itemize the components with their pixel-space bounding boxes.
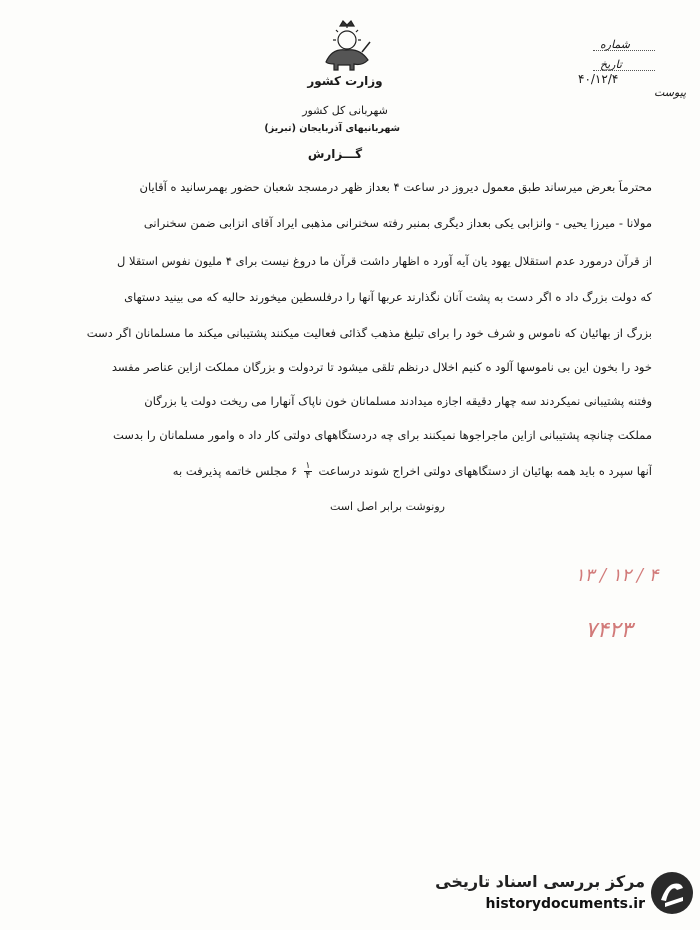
- date-dotted-line: [593, 70, 655, 71]
- attachment-label: پیوست: [654, 86, 687, 99]
- number-label: شماره: [600, 38, 631, 51]
- body-line-4: که دولت بزرگ داد ه اگر دست به پشت آنان نگذارند عربها آنها را درفلسطین میخورند حالیه که می بینید دستهای: [124, 290, 652, 304]
- body-line-6: خود را بخون این بی ناموسها آلود ه کنیم اخلال درنظم تلقی میشود تا تردولت و بزرگان مملکت ازاین عناصر مفسد: [111, 360, 652, 374]
- body-line-3: از قرآن درمورد عدم استقلال یهود یان آیه آورد ه اظهار داشت قرآن ما دروغ نیست برای ۴ ملیون نفوس استقلا ل: [116, 254, 652, 268]
- report-title: گـــزارش: [307, 147, 363, 161]
- governorate-heading: شهربانی کل کشور: [302, 104, 388, 117]
- archive-logo-icon: [649, 870, 695, 916]
- body-line-2: مولانا - میرزا یحیی - وانزابی یکی بعداز دیگری بمنبر رفته سخنرانی مذهبی ایراد آقای انزابی ضمن سخنرانی: [143, 216, 652, 230]
- number-dotted-line: [593, 50, 655, 51]
- watermark-url: historydocuments.ir: [485, 896, 645, 912]
- date-label: تاریخ: [600, 58, 622, 71]
- body-line-9-start: آنها سپرد ه باید همه بهائیان از دستگاههای دولتی اخراج شوند درساعت: [318, 464, 652, 478]
- watermark-title: مرکز بررسی اسناد تاریخی: [435, 872, 645, 891]
- body-line-9-end: ۶ مجلس خاتمه پذیرفت به: [172, 464, 298, 478]
- lion-and-sun-emblem-icon: [316, 18, 378, 74]
- date-value: ۴۰/۱۲/۴: [578, 72, 619, 86]
- ministry-heading: وزارت کشور: [307, 74, 383, 88]
- department-heading: شهربانیهای آذربایجان (تبریز): [264, 123, 400, 134]
- watermark: [405, 868, 695, 924]
- true-copy-note: رونوشت برابر اصل است: [330, 500, 445, 513]
- fraction-denominator: ۴: [305, 471, 311, 481]
- body-line-5: بزرگ از بهائیان که ناموس و شرف خود را برای تبلیغ مذهب گذائی فعالیت میکنند پشتیبانی میکند ما مسلمانان اگر دست: [86, 326, 652, 340]
- body-line-9: [58, 462, 652, 481]
- fraction-numerator: ۱: [305, 462, 311, 471]
- body-line-1: محترماً بعرض میرساند طبق معمول دیروز در ساعت ۴ بعداز ظهر درمسجد شعبان حضور بهمرسانید ه آقایان: [139, 180, 652, 194]
- handwritten-note-number: ۷۴۲۳: [585, 618, 633, 643]
- handwritten-note-date: ۱۳ / ۱۲ / ۴: [575, 565, 659, 586]
- body-line-7: وفتنه پشتیبانی نمیکردند سه چهار دقیقه اجازه میدادند مسلمانان خون ناپاک آنهارا می ریخت دولت یا بزرگان: [144, 394, 652, 408]
- time-fraction: [304, 462, 312, 481]
- body-line-8: مملکت چنانچه پشتیبانی ازاین ماجراجوها نمیکنند برای چه دردستگاههای دولتی کار داد ه وامور مسلمانان را بدست: [113, 428, 652, 442]
